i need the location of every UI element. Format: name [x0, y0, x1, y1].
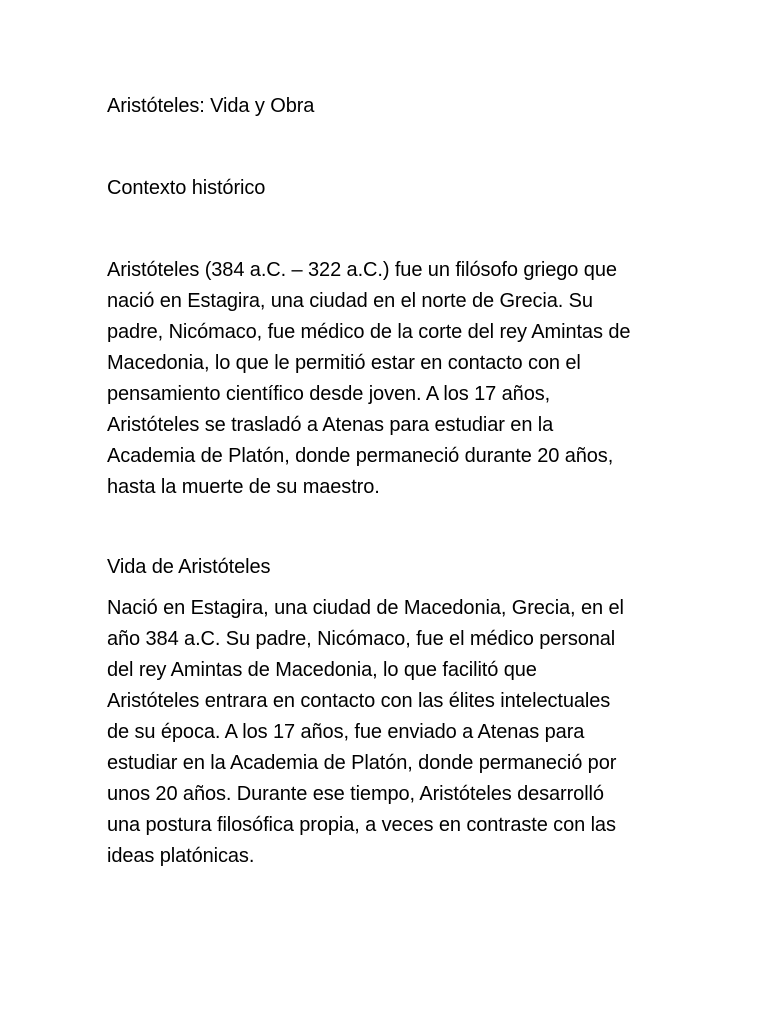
document-title: Aristóteles: Vida y Obra	[107, 95, 315, 117]
paragraph-line: nació en Estagira, una ciudad en el norte de Grecia. Su	[107, 290, 593, 312]
paragraph-line: hasta la muerte de su maestro.	[107, 476, 380, 498]
paragraph-line: pensamiento científico desde joven. A los 17 años,	[107, 383, 551, 405]
section-heading-context: Contexto histórico	[107, 177, 266, 199]
paragraph-line: del rey Amintas de Macedonia, lo que facilitó que	[107, 659, 537, 681]
paragraph-line: Nació en Estagira, una ciudad de Macedonia, Grecia, en el	[107, 597, 624, 619]
paragraph-line: una postura filosófica propia, a veces en contraste con las	[107, 814, 616, 836]
paragraph-line: padre, Nicómaco, fue médico de la corte del rey Amintas de	[107, 321, 631, 343]
paragraph-line: de su época. A los 17 años, fue enviado a Atenas para	[107, 721, 585, 743]
paragraph-line: ideas platónicas.	[107, 845, 255, 867]
section-paragraph-context	[107, 255, 667, 503]
paragraph-line: año 384 a.C. Su padre, Nicómaco, fue el médico personal	[107, 628, 616, 650]
paragraph-line: Academia de Platón, donde permaneció durante 20 años,	[107, 445, 614, 467]
paragraph-line: Aristóteles entrara en contacto con las élites intelectuales	[107, 690, 611, 712]
paragraph-line: estudiar en la Academia de Platón, donde permaneció por	[107, 752, 617, 774]
paragraph-line: Aristóteles (384 a.C. – 322 a.C.) fue un filósofo griego que	[107, 259, 617, 281]
section-paragraph-life	[107, 593, 667, 872]
paragraph-line: Macedonia, lo que le permitió estar en contacto con el	[107, 352, 581, 374]
paragraph-line: unos 20 años. Durante ese tiempo, Aristóteles desarrolló	[107, 783, 604, 805]
section-heading-life: Vida de Aristóteles	[107, 556, 271, 578]
paragraph-line: Aristóteles se trasladó a Atenas para estudiar en la	[107, 414, 554, 436]
